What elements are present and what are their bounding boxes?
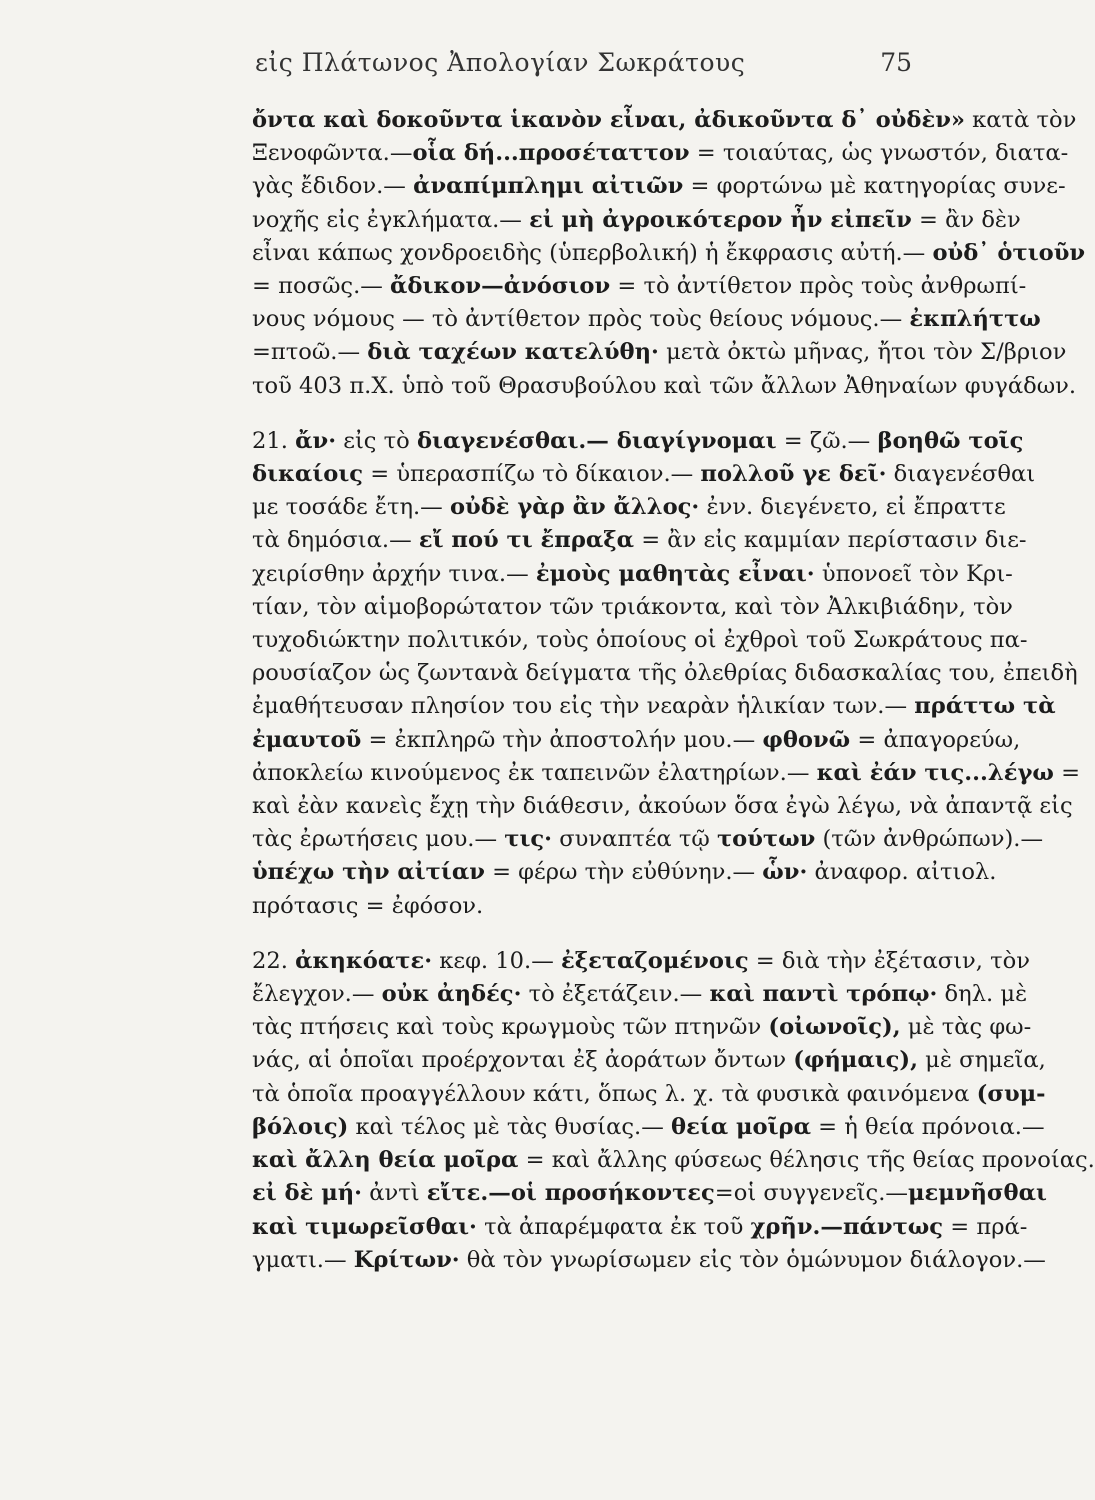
lemma-term: οὐδ᾽ ὁτιοῦν <box>932 239 1086 266</box>
gloss-text: γὰς ἔδιδον.— <box>252 173 414 200</box>
lemma-term: οὐκ ἀηδές· <box>381 981 522 1008</box>
text-line <box>252 1144 1095 1177</box>
gloss-text: = διὰ τὴν ἐξέτασιν, τὸν <box>748 947 1030 974</box>
lemma-term: ὑπέχω τὴν αἰτίαν <box>252 859 485 886</box>
gloss-text: τοῦ 403 π.Χ. ὑπὸ τοῦ Θρασυβούλου καὶ τῶν ἄλλων Ἀθηναίων φυγάδων. <box>252 372 1077 399</box>
text-line <box>252 170 1066 203</box>
lemma-term: βοηθῶ τοῖς <box>877 427 1024 454</box>
gloss-text: = ἂν δὲν <box>911 206 1021 233</box>
text-line <box>252 204 1021 237</box>
lemma-term: δικαίοις <box>252 461 364 488</box>
gloss-text: = φορτώνω μὲ κατηγορίας συνε- <box>683 173 1066 200</box>
lemma-term: (φήμαις), <box>793 1047 918 1074</box>
text-line <box>252 237 1086 270</box>
lemma-term: ἀκηκόατε· <box>295 947 433 974</box>
gloss-text: = πρά- <box>943 1213 1028 1240</box>
gloss-text: = ἐκπληρῶ τὴν ἀποστολήν μου.— <box>361 726 763 753</box>
gloss-text: τὰ ὁποῖα προαγγέλλουν κάτι, ὅπως λ. χ. τὰ φυσικὰ φαινόμενα <box>252 1080 977 1107</box>
lemma-term: τις· <box>504 826 553 853</box>
lemma-term: (συμ- <box>976 1080 1046 1107</box>
text-line <box>252 104 1077 137</box>
lemma-term: πράττω τὰ <box>914 693 1056 720</box>
gloss-text: συναπτέα τῷ <box>552 826 717 853</box>
text-line <box>252 458 1036 491</box>
lemma-term: μεμνῆσθαι <box>907 1180 1047 1207</box>
text-line <box>252 945 1030 978</box>
text-line <box>252 591 1013 624</box>
gloss-text: κατὰ τὸν <box>965 107 1077 133</box>
gloss-text: ἔλεγχον.— <box>252 981 382 1008</box>
gloss-text: μετὰ ὀκτὼ μῆνας, ἤτοι τὸν Σ/βριον <box>658 339 1067 366</box>
lemma-term: πολλοῦ γε δεῖ· <box>700 461 887 488</box>
gloss-text: γματι.— <box>252 1246 354 1273</box>
text-line <box>252 491 1006 524</box>
gloss-text: ἀντὶ <box>362 1180 427 1207</box>
gloss-text: κεφ. 10.— <box>432 947 561 974</box>
lemma-term: οὐδὲ γὰρ ἂν ἄλλος· <box>449 494 700 521</box>
text-line <box>252 137 1069 170</box>
gloss-text: (τῶν ἀνθρώπων).— <box>815 826 1044 853</box>
text-line <box>252 724 1021 757</box>
lemma-term: ὧν· <box>762 859 808 886</box>
gloss-text: = καὶ ἄλλης φύσεως θέλησις τῆς θείας προνοίας. <box>518 1147 1095 1174</box>
text-line <box>252 890 907 923</box>
text-line <box>252 856 997 889</box>
text-line <box>252 524 1027 557</box>
gloss-text: 22. <box>252 947 296 974</box>
gloss-text: νοχῆς εἰς ἐγκλήματα.— <box>252 206 530 233</box>
lemma-term: εἴτε.—οἱ προσήκοντες <box>426 1180 715 1207</box>
lemma-term: εἴ πού τι ἔπραξα <box>418 527 635 554</box>
lemma-term: οἷα δή...προσέταττον <box>412 140 690 167</box>
gloss-text: καὶ τέλος μὲ τὰς θυσίας.— <box>348 1113 672 1140</box>
text-line <box>252 978 1028 1011</box>
gloss-text: ὑπονοεῖ τὸν Κρι- <box>814 560 1013 587</box>
gloss-text: = τοιαύτας, ὡς γνωστόν, διατα- <box>689 140 1069 167</box>
lemma-term: ἐξεταζομένοις <box>560 947 749 974</box>
text-line <box>252 757 1081 790</box>
gloss-text: μὲ τὰς φω- <box>900 1014 1032 1041</box>
lemma-term: καὶ παντὶ τρόπῳ· <box>709 981 938 1008</box>
lemma-term: ἄν· <box>295 427 337 454</box>
lemma-term: (οἰωνοῖς), <box>768 1014 901 1041</box>
lemma-term: ἐκπλήττω <box>909 306 1041 333</box>
text-line <box>252 1011 1032 1044</box>
gloss-text: καὶ ἐὰν κανεὶς ἔχῃ τὴν διάθεσιν, ἀκούων ὅσα ἐγὼ λέγω, νὰ ἀπαντᾷ εἰς <box>252 793 1073 820</box>
gloss-text: νους νόμους — τὸ ἀντίθετον πρὸς τοὺς θείους νόμους.— <box>252 306 910 333</box>
gloss-text: = τὸ ἀντίθετον πρὸς τοὺς ἀνθρωπί- <box>610 273 1027 300</box>
lemma-term: εἰ μὴ ἀγροικότερον ἦν εἰπεῖν <box>529 206 912 233</box>
gloss-text: Ξενοφῶντα.— <box>252 140 413 167</box>
lemma-term: χρῆν.—πάντως <box>750 1213 944 1240</box>
gloss-text: με τοσάδε ἔτη.— <box>252 494 450 521</box>
lemma-term: ἄδικον—ἀνόσιον <box>390 273 611 300</box>
lemma-term: θεία μοῖρα <box>671 1113 811 1140</box>
lemma-term: ὄντα καὶ δοκοῦντα ἱκανὸν εἶναι, ἀδικοῦντα δ᾽ οὐδὲν» <box>252 107 965 133</box>
text-line <box>252 790 1073 823</box>
lemma-term: βόλοις) <box>252 1113 349 1140</box>
running-title: εἰς Πλάτωνος Ἀπολογίαν Σωκράτους <box>255 48 746 77</box>
lemma-term: καὶ τιμωρεῖσθαι· <box>252 1213 477 1240</box>
gloss-text: = ἀπαγορεύω, <box>850 726 1021 753</box>
gloss-text: τίαν, τὸν αἱμοβορώτατον τῶν τριάκοντα, καὶ τὸν Ἀλκιβιάδην, τὸν <box>252 593 1013 620</box>
text-line <box>252 336 1067 369</box>
lemma-term: ἐμαυτοῦ <box>252 726 362 753</box>
gloss-text: εἰς τὸ <box>336 427 417 454</box>
gloss-text: ἀποκλείω κινούμενος ἐκ ταπεινῶν ἐλατηρίων.— <box>252 759 817 786</box>
gloss-text: θὰ τὸν γνωρίσωμεν εἰς τὸν ὁμώνυμον διάλογον.— <box>459 1246 1046 1273</box>
lemma-term: Κρίτων· <box>353 1246 460 1273</box>
text-line <box>252 558 1013 591</box>
gloss-text: πρότασις = ἐφόσον. <box>252 892 484 919</box>
text-line <box>252 425 1024 458</box>
lemma-term: διαγενέσθαι.— διαγίγνομαι <box>416 427 777 454</box>
gloss-text: τυχοδιώκτην πολιτικόν, τοὺς ὁποίους οἱ ἐχθροὶ τοῦ Σωκράτους πα- <box>252 627 1028 654</box>
gloss-text: = ἂν εἰς καμμίαν περίστασιν διε- <box>634 527 1027 554</box>
gloss-text: εἶναι κάπως χονδροειδὴς (ὑπερβολική) ἡ ἔκφρασις αὐτή.— <box>252 239 933 266</box>
gloss-text: = <box>1053 759 1081 786</box>
text-line <box>252 370 1077 403</box>
gloss-text: = ζῶ.— <box>776 427 878 454</box>
lemma-term: ἀναπίμπλημι αἰτιῶν <box>413 173 684 200</box>
lemma-term: διὰ ταχέων κατελύθη· <box>367 339 659 366</box>
lemma-term: καὶ ἐάν τις...λέγω <box>816 759 1054 786</box>
gloss-text: μὲ σημεῖα, <box>917 1047 1046 1074</box>
text-line <box>252 657 1078 690</box>
lemma-term: τούτων <box>716 826 816 853</box>
lemma-term: εἰ δὲ μή· <box>252 1180 363 1207</box>
gloss-text: = φέρω τὴν εὐθύνην.— <box>484 859 763 886</box>
gloss-text: = ὑπερασπίζω τὸ δίκαιον.— <box>363 461 701 488</box>
gloss-text: τὰ ἀπαρέμφατα ἐκ τοῦ <box>476 1213 751 1240</box>
text-line <box>252 823 1044 856</box>
lemma-term: φθονῶ <box>762 726 851 753</box>
text-line <box>252 270 1027 303</box>
text-line <box>252 1244 1046 1277</box>
gloss-text: ἐνν. διεγένετο, εἰ ἔπραττε <box>699 494 1006 521</box>
paragraph-gap <box>252 923 907 945</box>
text-line <box>252 1177 1047 1210</box>
gloss-text: =οἱ συγγενεῖς.— <box>714 1180 908 1207</box>
gloss-text: νάς, αἱ ὁποῖαι προέρχονται ἐξ ἀοράτων ὄντων <box>252 1047 794 1074</box>
text-line <box>252 303 1041 336</box>
text-line <box>252 624 1028 657</box>
gloss-text: = ἡ θεία πρόνοια.— <box>810 1113 1045 1140</box>
text-line <box>252 1111 1045 1144</box>
paragraph-3 <box>252 945 1095 1277</box>
gloss-text: =πτοῶ.— <box>252 339 368 366</box>
text-line <box>252 690 1056 723</box>
paragraph-gap <box>252 403 907 425</box>
gloss-text: τὰς πτήσεις καὶ τοὺς κρωγμοὺς τῶν πτηνῶν <box>252 1014 769 1041</box>
page-number: 75 <box>880 48 912 77</box>
gloss-text: χειρίσθην ἀρχήν τινα.— <box>252 560 536 587</box>
lemma-term: καὶ ἄλλη θεία μοῖρα <box>252 1147 519 1174</box>
gloss-text: τὰς ἐρωτήσεις μου.— <box>252 826 505 853</box>
gloss-text: τὸ ἐξετάζειν.— <box>521 981 710 1008</box>
page-header <box>0 48 1044 88</box>
gloss-text: διαγενέσθαι <box>886 461 1036 488</box>
gloss-text: ἐμαθήτευσαν πλησίον του εἰς τὴν νεαρὰν ἡλικίαν των.— <box>252 693 915 720</box>
gloss-text: = ποσῶς.— <box>252 273 391 300</box>
paragraph-2 <box>252 425 1081 923</box>
lemma-term: ἐμοὺς μαθητὰς εἶναι· <box>535 560 815 587</box>
gloss-text: ἀναφορ. αἰτιολ. <box>807 859 997 886</box>
paragraph-1 <box>252 104 1086 403</box>
text-line <box>252 1078 1046 1111</box>
commentary-text <box>252 104 1095 1277</box>
gloss-text: τὰ δημόσια.— <box>252 527 419 554</box>
text-line <box>252 1211 1028 1244</box>
gloss-text: δηλ. μὲ <box>937 981 1028 1008</box>
text-line <box>252 1044 1046 1077</box>
gloss-text: ρουσίαζον ὡς ζωντανὰ δείγματα τῆς ὀλεθρίας διδασκαλίας του, ἐπειδὴ <box>252 660 1078 687</box>
gloss-text: 21. <box>252 427 296 454</box>
